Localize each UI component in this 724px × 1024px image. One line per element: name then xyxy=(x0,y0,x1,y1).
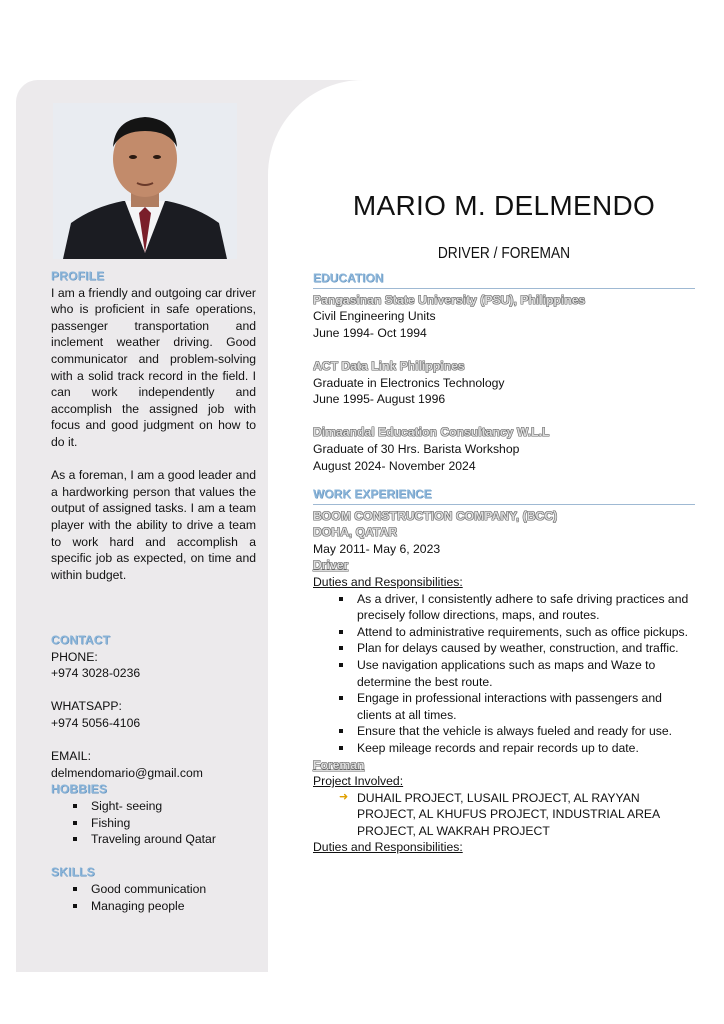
skill-item: Good communication xyxy=(91,881,256,898)
whatsapp-label: WHATSAPP: xyxy=(51,699,122,714)
work-location: DOHA, QATAR xyxy=(313,525,398,540)
driver-duties-label: Duties and Responsibilities: xyxy=(313,574,463,589)
work-company: BOOM CONSTRUCTION COMPANY, (BCC) xyxy=(313,508,558,523)
education-dates: August 2024- November 2024 xyxy=(313,458,476,473)
duty-item: Keep mileage records and repair records up to date. xyxy=(357,740,695,757)
driver-duties-list xyxy=(313,591,695,757)
education-program: Civil Engineering Units xyxy=(313,309,436,324)
education-dates: June 1995- August 1996 xyxy=(313,392,446,407)
education-school: ACT Data Link Philippines xyxy=(313,358,465,373)
duty-item: As a driver, I consistently adhere to safe driving practices and precisely follow directions, maps, and routes. xyxy=(357,591,695,624)
contact-heading: CONTACT xyxy=(51,633,111,647)
education-school: Dimaandal Education Consultancy W.L.L xyxy=(313,425,550,440)
hobbies-list xyxy=(51,798,256,848)
work-section xyxy=(313,486,695,856)
duty-item: Attend to administrative requirements, such as office pickups. xyxy=(357,624,695,641)
duty-item: Ensure that the vehicle is always fueled and ready for use. xyxy=(357,723,695,740)
profile-section xyxy=(51,268,256,583)
candidate-name: MARIO M. DELMENDO xyxy=(352,190,656,221)
email-value: delmendomario@gmail.com xyxy=(51,765,203,780)
phone-value: +974 3028-0236 xyxy=(51,666,141,681)
education-heading: EDUCATION xyxy=(313,270,695,289)
duty-item: Engage in professional interactions with passengers and clients at all times. xyxy=(357,690,695,723)
education-section xyxy=(313,270,695,474)
project-list xyxy=(313,790,695,840)
phone-label: PHONE: xyxy=(51,649,98,664)
profile-photo xyxy=(53,103,237,259)
work-dates: May 2011- May 6, 2023 xyxy=(313,541,441,556)
email-label: EMAIL: xyxy=(51,749,91,764)
hobby-item: Sight- seeing xyxy=(91,798,256,815)
skills-list xyxy=(51,881,256,914)
foreman-duties-label: Duties and Responsibilities: xyxy=(313,840,463,855)
skill-item: Managing people xyxy=(91,898,256,915)
profile-paragraph-2: As a foreman, I am a good leader and a hardworking person that values the output of assigned tasks. I am a team player with the ability to drive a team to work hard and accomplish a specific job as expected, on time and within budget. xyxy=(51,468,256,582)
education-school: Pangasinan State University (PSU), Philippines xyxy=(313,292,586,307)
skills-heading: SKILLS xyxy=(51,865,95,880)
education-program: Graduate of 30 Hrs. Barista Workshop xyxy=(313,441,520,456)
project-label: Project Involved: xyxy=(313,774,404,789)
candidate-role: DRIVER / FOREMAN xyxy=(437,245,571,262)
profile-heading: PROFILE xyxy=(51,269,105,283)
education-dates: June 1994- Oct 1994 xyxy=(313,325,427,340)
profile-paragraph-1: I am a friendly and outgoing car driver who is proficient in safe operations, passenger transportation and inclement weather driving. Good communicator and problem-solving with a solid track record in the field. I can work independently and accomplish the assigned job with focus and good judgment on how to do it. xyxy=(51,285,256,449)
work-heading: WORK EXPERIENCE xyxy=(313,486,695,505)
education-program: Graduate in Electronics Technology xyxy=(313,375,505,390)
whatsapp-value: +974 5056-4106 xyxy=(51,715,141,730)
hobby-item: Fishing xyxy=(91,815,256,832)
duty-item: Plan for delays caused by weather, construction, and traffic. xyxy=(357,640,695,657)
duty-item: Use navigation applications such as maps and Waze to determine the best route. xyxy=(357,657,695,690)
contact-section xyxy=(51,632,256,914)
project-item: ➜ DUHAIL PROJECT, LUSAIL PROJECT, AL RAYYAN PROJECT, AL KHUFUS PROJECT, INDUSTRIAL AREA PROJECT, AL WAKRAH PROJECT xyxy=(357,790,695,840)
foreman-title: Foreman xyxy=(313,757,365,772)
driver-title: Driver xyxy=(313,558,349,573)
hobbies-heading: HOBBIES xyxy=(51,782,108,797)
hobby-item: Traveling around Qatar xyxy=(91,831,256,848)
